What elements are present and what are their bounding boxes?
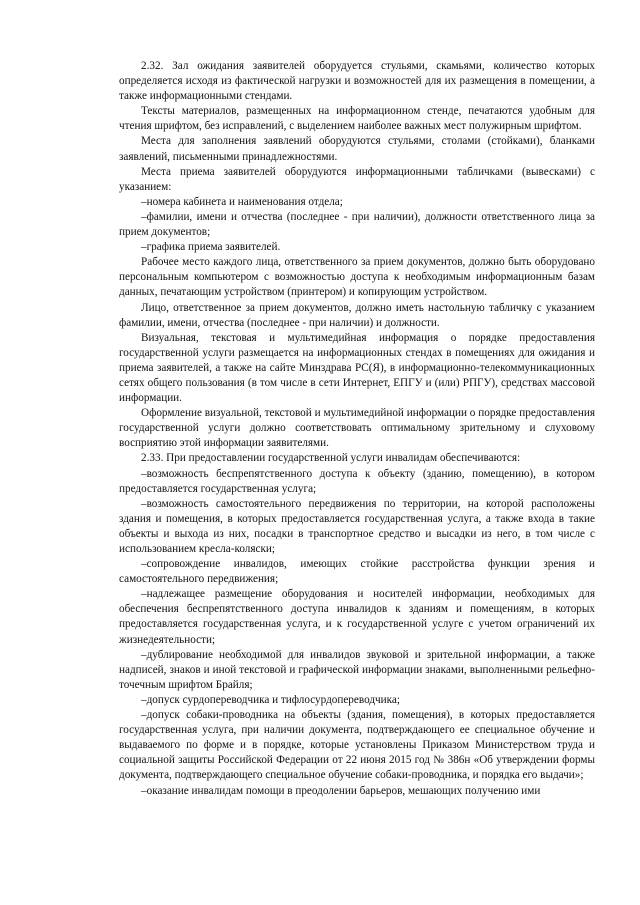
list-item-braille-duplication: –дублирование необходимой для инвалидов звуковой и зрительной информации, а также надписей, знаков и иной текстовой и графической информации знаками, выполненными рельефно-точечным шрифтом Брайля; xyxy=(119,648,595,691)
list-item-guide-dog: –допуск собаки-проводника на объекты (здания, помещения), в которых предоставляется государственная услуга, при наличии документа, подтверждающего ее специальное обучение и выдаваемого по форме и в порядке, которые установлены Приказом Министерством труда и социальной защиты Российской Федерации от 22 июня 2015 год № 386н «Об утверждении формы документа, подтверждающего специальное обучение собаки-проводника, и порядка его выдачи»; xyxy=(119,709,595,782)
paragraph-2-33: 2.33. При предоставлении государственной услуги инвалидам обеспечиваются: xyxy=(141,452,521,465)
list-item-cabinet-number: –номера кабинета и наименования отдела; xyxy=(141,195,343,208)
list-item-responsible-person: –фамилии, имени и отчества (последнее - при наличии), должности ответственного лица за прием документов; xyxy=(119,210,595,239)
paragraph-visual-info: Визуальная, текстовая и мультимедийная информация о порядке предоставления государственной услуги размещается на информационных стендах в помещениях для ожидания и приема заявителей, а также на сайте Минздрава РС(Я), в информационно-телекоммуникационных сетях общего пользования (в том числе в сети Интернет, ЕПГУ и (или) РПГУ), средствах массовой информации. xyxy=(119,331,595,405)
paragraph-2-32: 2.32. Зал ожидания заявителей оборудуется стульями, скамьями, количество которых определяется исходя из фактической нагрузки и возможностей для их размещения в помещении, а также информационными стендами. xyxy=(119,60,595,103)
paragraph-stand-texts: Тексты материалов, размещенных на информационном стенде, печатаются удобным для чтения шрифтом, без исправлений, с выделением наиболее важных мест полужирным шрифтом. xyxy=(119,105,595,133)
paragraph-reception-places: Места приема заявителей оборудуются информационными табличками (вывесками) с указанием: xyxy=(119,165,595,193)
list-item-equipment-placement: –надлежащее размещение оборудования и носителей информации, необходимых для обеспечения беспрепятственного доступа инвалидов к зданиям и помещениям, в которых предоставляется государственная услуга, и к государственной услуге с учетом ограничений их жизнедеятельности; xyxy=(119,588,595,646)
document-body xyxy=(119,59,595,799)
list-item-barrier-assistance: –оказание инвалидам помощи в преодолении барьеров, мешающих получению ими xyxy=(141,784,541,797)
paragraph-info-design: Оформление визуальной, текстовой и мультимедийной информации о порядке предоставления государственной услуги должно соответствовать оптимальному зрительному и слуховому восприятию этой информации заявителями. xyxy=(119,407,595,450)
list-item-free-access: –возможность беспрепятственного доступа к объекту (зданию, помещению), в котором предоставляется государственная услуга; xyxy=(119,467,595,495)
list-item-reception-schedule: –графика приема заявителей. xyxy=(141,241,281,254)
paragraph-workplace: Рабочее место каждого лица, ответственного за прием документов, должно быть оборудовано персональным компьютером с возможностью доступа к необходимым информационным базам данных, печатающим устройством (принтером) и копирующим устройством. xyxy=(119,256,595,299)
paragraph-filling-places: Места для заполнения заявлений оборудуются стульями, столами (стойками), бланками заявлений, письменными принадлежностями. xyxy=(119,135,595,163)
list-item-independent-movement: –возможность самостоятельного передвижения по территории, на которой расположены здания и помещения, в которых предоставляется государственная услуга, а также входа в такие объекты и выхода из них, посадки в транспортное средство и высадки из него, в том числе с использованием кресла-коляски; xyxy=(119,497,595,555)
list-item-escort: –сопровождение инвалидов, имеющих стойкие расстройства функции зрения и самостоятельного передвижения; xyxy=(119,558,595,586)
paragraph-desk-sign: Лицо, ответственное за прием документов, должно иметь настольную табличку с указанием фамилии, имени, отчества (последнее - при наличии) и должности. xyxy=(119,301,595,329)
list-item-sign-interpreter: –допуск сурдопереводчика и тифлосурдопереводчика; xyxy=(141,693,400,706)
